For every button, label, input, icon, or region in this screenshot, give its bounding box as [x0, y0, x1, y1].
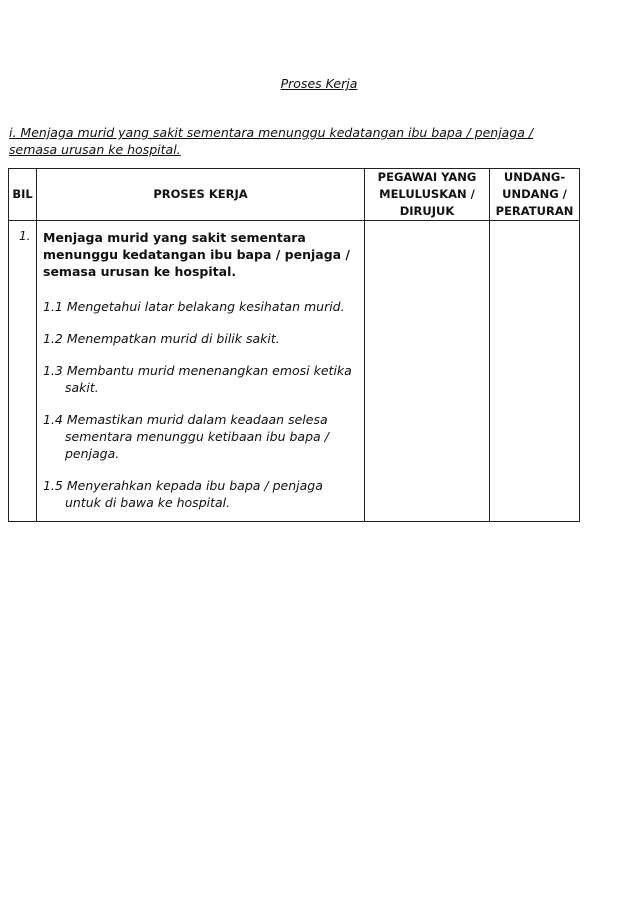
table-header-row [9, 169, 580, 221]
section-heading: i. Menjaga murid yang sakit sementara menunggu kedatangan ibu bapa / penjaga / semasa urusan ke hospital. [9, 125, 534, 157]
header-undang: UNDANG-UNDANG / PERATURAN [490, 169, 580, 221]
process-table [8, 168, 580, 522]
row-pegawai [365, 221, 490, 522]
process-step: 1.3 Membantu murid menenangkan emosi ketika sakit. [43, 363, 352, 395]
header-pegawai: PEGAWAI YANG MELULUSKAN / DIRUJUK [365, 169, 490, 221]
process-step: 1.4 Memastikan murid dalam keadaan selesa sementara menunggu ketibaan ibu bapa / penjaga. [43, 412, 329, 461]
process-title: Menjaga murid yang sakit sementara menunggu kedatangan ibu bapa / penjaga / semasa urusan ke hospital. [43, 230, 350, 279]
row-process [37, 221, 365, 522]
header-bil: BIL [9, 169, 37, 221]
process-step: 1.2 Menempatkan murid di bilik sakit. [43, 331, 280, 346]
row-undang [490, 221, 580, 522]
table-row [9, 221, 580, 522]
process-step: 1.5 Menyerahkan kepada ibu bapa / penjaga untuk di bawa ke hospital. [43, 478, 323, 510]
row-bil: 1. [9, 221, 37, 522]
header-proses-kerja: PROSES KERJA [37, 169, 365, 221]
process-step: 1.1 Mengetahui latar belakang kesihatan murid. [43, 299, 345, 314]
document-title: Proses Kerja [280, 76, 358, 91]
